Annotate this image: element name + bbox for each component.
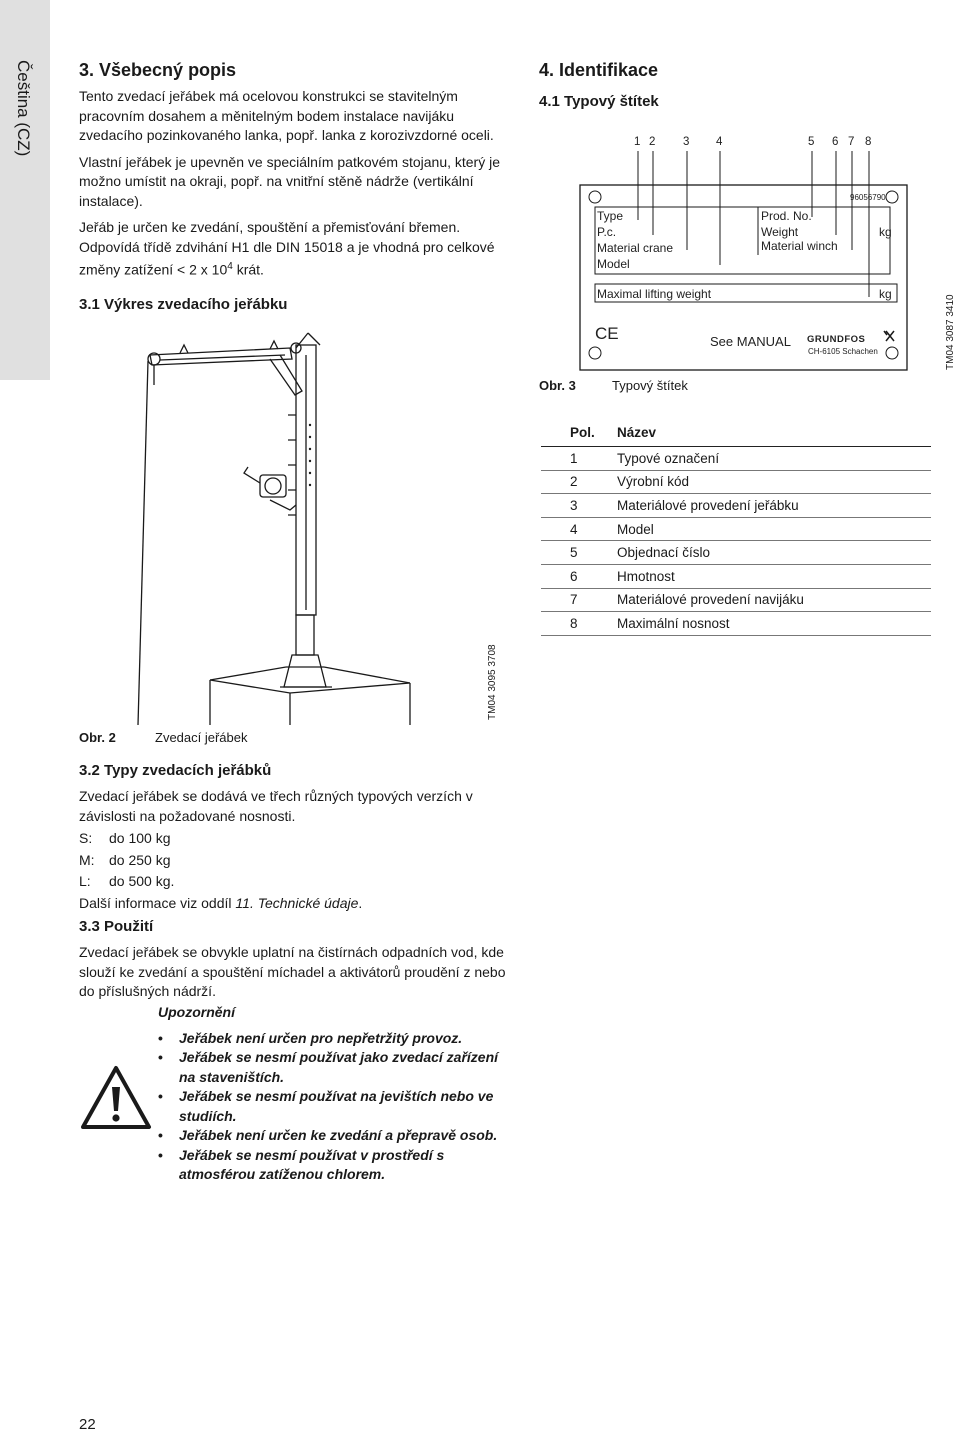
type-item (79, 829, 509, 849)
plate-model: Model (597, 257, 630, 271)
row-number: 2 (541, 470, 617, 494)
plate-position-number: 8 (865, 136, 872, 148)
row-name: Maximální nosnost (617, 612, 931, 636)
plate-position-number: 2 (649, 136, 656, 148)
plate-position-number: 3 (683, 136, 690, 148)
plate-pc: P.c. (597, 225, 617, 239)
warning-list (158, 1029, 508, 1185)
section-3-2-reference (79, 894, 509, 914)
type-item (79, 872, 509, 892)
warning-item: • Jeřábek není určen pro nepřetržitý provoz. (158, 1029, 508, 1049)
language-tab-label: Čeština (CZ) (14, 60, 33, 157)
page-number: 22 (79, 1416, 96, 1433)
section-3-3-text: Zvedací jeřábek se obvykle uplatní na čistírnách odpadních vod, kde slouží ke zvedání a spouštění míchadel a aktivátorů proudění z nebo do příslušných nádrží. (79, 944, 506, 999)
section-3-2-heading: 3.2 Typy zvedacích jeřábků (79, 762, 272, 779)
plate-kg: kg (879, 287, 892, 301)
row-number: 3 (541, 494, 617, 518)
plate-see-manual: See MANUAL (710, 334, 791, 349)
row-name: Materiálové provedení navijáku (617, 588, 931, 612)
plate-position-number: 1 (634, 136, 641, 148)
table-row (541, 541, 931, 565)
row-name: Výrobní kód (617, 470, 931, 494)
warning-icon (80, 1065, 152, 1131)
plate-weight: Weight (761, 225, 799, 239)
type-value: do 250 kg (109, 851, 171, 868)
figure-3-title: Typový štítek (612, 378, 688, 393)
row-name: Model (617, 517, 931, 541)
table-row (541, 447, 931, 471)
row-number: 5 (541, 541, 617, 565)
section-3-heading: 3. Všebecný popis (79, 60, 237, 80)
figure-2-code: TM04 3095 3708 (487, 644, 498, 720)
plate-serial: 96056790 (850, 193, 886, 202)
type-plate-drawing (540, 125, 940, 375)
type-key: M: (79, 851, 95, 868)
position-table (541, 418, 931, 636)
plate-kg: kg (879, 225, 892, 239)
row-number: 7 (541, 588, 617, 612)
paragraph-4-exponent: 4 (227, 261, 233, 272)
figure-2-label: Obr. 2 (79, 730, 116, 745)
section-3-paragraph-3: Jeřáb je určen ke zvedání, spouštění a přemisťování břemen. (79, 219, 461, 235)
section-4-1-heading: 4.1 Typový štítek (539, 93, 659, 110)
paragraph-4-text: Odpovídá třídě zdvihání H1 dle DIN 15018 a je vhodná pro celkové změny zatížení < 2 x 10 (79, 238, 495, 278)
row-name: Materiálové provedení jeřábku (617, 494, 931, 518)
reference-link[interactable]: 11. Technické údaje (235, 894, 359, 911)
warning-item: • Jeřábek není určen ke zvedání a přepravě osob. (158, 1126, 508, 1146)
reference-text: Další informace viz oddíl (79, 894, 236, 911)
section-3-body (79, 87, 509, 280)
section-3-2 (79, 762, 509, 920)
type-list (79, 829, 509, 892)
plate-type: Type (597, 209, 624, 223)
paragraph-4-end: krát. (232, 261, 264, 278)
section-4 (539, 60, 929, 110)
warning-title: Upozornění (158, 1004, 235, 1020)
section-3-2-intro: Zvedací jeřábek se dodává ve třech různých typových verzích v závislosti na požadované nosnosti. (79, 788, 473, 824)
plate-position-number: 6 (832, 136, 839, 148)
type-key: S: (79, 830, 93, 846)
row-number: 4 (541, 517, 617, 541)
figure-3-code: TM04 3087 3410 (945, 294, 956, 370)
table-row (541, 588, 931, 612)
warning-item: • Jeřábek se nesmí používat v prostředí s atmosférou zatíženou chlorem. (158, 1146, 508, 1185)
type-item (79, 851, 509, 871)
section-3-paragraph-4 (79, 238, 509, 281)
row-number: 1 (541, 447, 617, 471)
section-3-paragraph-2: Vlastní jeřábek je upevněn ve speciálním patkovém stojanu, který je možno umístit na okraji, popř. na vnitřní stěně nádrže (vertikální instalace). (79, 153, 501, 209)
plate-prod-no: Prod. No. (761, 209, 812, 223)
table-row (541, 564, 931, 588)
grundfos-logo: GRUNDFOS (807, 334, 866, 345)
warning-item: • Jeřábek se nesmí používat na jevištích nebo ve studiích. (158, 1087, 508, 1126)
figure-2-title: Zvedací jeřábek (155, 730, 248, 745)
row-name: Objednací číslo (617, 541, 931, 565)
figure-2-caption (79, 730, 248, 745)
crane-drawing (120, 315, 420, 725)
table-header-row (541, 418, 931, 447)
plate-material-crane: Material crane (597, 241, 674, 255)
plate-position-number: 7 (848, 136, 855, 148)
type-key: L: (79, 873, 91, 889)
row-number: 8 (541, 612, 617, 636)
plate-position-number: 4 (716, 136, 723, 148)
type-value: do 500 kg. (109, 873, 175, 889)
table-row (541, 517, 931, 541)
table-row (541, 612, 931, 636)
ce-mark: CE (595, 324, 619, 343)
plate-material-winch: Material winch (761, 239, 838, 253)
column-header: Název (617, 418, 931, 447)
grundfos-symbol (884, 331, 894, 341)
warning-item: • Jeřábek se nesmí používat jako zvedací zařízení na staveništích. (158, 1048, 508, 1087)
row-name: Typové označení (617, 447, 931, 471)
table-row (541, 470, 931, 494)
figure-3-caption (539, 378, 688, 393)
section-3-3-heading: 3.3 Použití (79, 918, 154, 935)
section-3-3 (79, 918, 509, 1002)
reference-end: . (358, 894, 363, 911)
section-3-1-heading: 3.1 Výkres zvedacího jeřábku (79, 296, 288, 314)
plate-address: CH-6105 Schachen (808, 347, 878, 356)
table-row (541, 494, 931, 518)
type-value: do 100 kg (109, 830, 171, 846)
plate-max-weight: Maximal lifting weight (597, 287, 712, 301)
section-4-heading: 4. Identifikace (539, 60, 659, 80)
section-3-2-body (79, 787, 509, 913)
language-tab (0, 0, 50, 380)
section-3-paragraph-1: Tento zvedací jeřábek má ocelovou konstrukci se stavitelným pracovním dosahem a měnitelným bodem instalace navijáku zvedacího pozinkovaného lanka, popř. lanka z korozivzdorné oceli. (79, 88, 494, 143)
row-name: Hmotnost (617, 564, 931, 588)
figure-3-label: Obr. 3 (539, 378, 576, 393)
section-3 (79, 60, 509, 313)
column-header: Pol. (541, 418, 617, 447)
plate-position-number: 5 (808, 136, 815, 148)
warning-box (158, 1003, 508, 1185)
row-number: 6 (541, 564, 617, 588)
